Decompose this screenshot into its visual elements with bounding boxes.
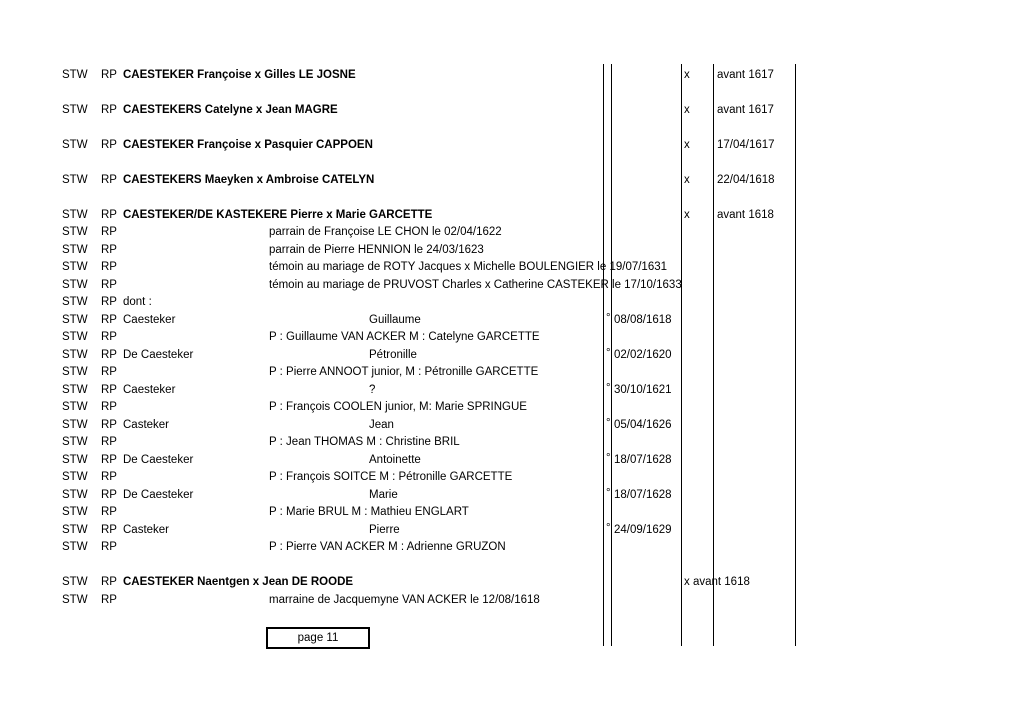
marriage-date: avant 1618 <box>717 209 774 221</box>
event-detail: P : Pierre ANNOOT junior, M : Pétronille GARCETTE <box>269 366 539 378</box>
parish-code: RP <box>101 471 117 483</box>
marriage-mark: x <box>684 209 690 221</box>
marriage-date: avant 1617 <box>717 104 774 116</box>
birth-date: 18/07/1628 <box>614 489 672 501</box>
archive-code: STW <box>62 244 88 256</box>
marriage-mark: x <box>684 69 690 81</box>
marriage-date: 22/04/1618 <box>717 174 775 186</box>
parish-code: RP <box>101 524 117 536</box>
child-name: Antoinette <box>369 454 421 466</box>
surname-cell: De Caesteker <box>123 349 194 361</box>
archive-code: STW <box>62 296 88 308</box>
parish-code: RP <box>101 576 117 588</box>
archive-code: STW <box>62 419 88 431</box>
page-number-box <box>266 627 370 649</box>
surname-cell: Caesteker <box>123 314 176 326</box>
marriage-mark: x <box>684 174 690 186</box>
marriage-mark: x <box>684 104 690 116</box>
child-name: Guillaume <box>369 314 421 326</box>
surname-cell: Casteker <box>123 524 170 536</box>
child-name: Jean <box>369 419 394 431</box>
parish-code: RP <box>101 226 117 238</box>
birth-date: 18/07/1628 <box>614 454 672 466</box>
birth-date: 02/02/1620 <box>614 349 672 361</box>
birth-date: 08/08/1618 <box>614 314 672 326</box>
couple-heading: CAESTEKERS Maeyken x Ambroise CATELYN <box>123 174 375 186</box>
event-detail: P : François SOITCE M : Pétronille GARCETTE <box>269 471 513 483</box>
couple-heading: CAESTEKER/DE KASTEKERE Pierre x Marie GARCETTE <box>123 209 433 221</box>
archive-code: STW <box>62 331 88 343</box>
page-number: page 11 <box>297 632 339 644</box>
parish-code: RP <box>101 139 117 151</box>
parish-code: RP <box>101 104 117 116</box>
parish-code: RP <box>101 69 117 81</box>
surname-cell: De Caesteker <box>123 454 194 466</box>
event-detail: témoin au mariage de ROTY Jacques x Michelle BOULENGIER le 19/07/1631 <box>269 261 668 273</box>
event-detail: P : François COOLEN junior, M: Marie SPRINGUE <box>269 401 527 413</box>
birth-symbol: ° <box>606 522 611 534</box>
archive-code: STW <box>62 436 88 448</box>
couple-heading: CAESTEKER Françoise x Gilles LE JOSNE <box>123 69 356 81</box>
birth-date: 30/10/1621 <box>614 384 672 396</box>
parish-code: RP <box>101 541 117 553</box>
birth-symbol: ° <box>606 382 611 394</box>
archive-code: STW <box>62 594 88 606</box>
parish-code: RP <box>101 296 117 308</box>
archive-code: STW <box>62 384 88 396</box>
archive-code: STW <box>62 366 88 378</box>
parish-code: RP <box>101 384 117 396</box>
event-detail: parrain de Pierre HENNION le 24/03/1623 <box>269 244 484 256</box>
marriage-mark: x <box>684 139 690 151</box>
parish-code: RP <box>101 489 117 501</box>
couple-heading: CAESTEKER Naentgen x Jean DE ROODE <box>123 576 354 588</box>
birth-symbol: ° <box>606 347 611 359</box>
archive-code: STW <box>62 454 88 466</box>
birth-symbol: ° <box>606 452 611 464</box>
parish-code: RP <box>101 279 117 291</box>
archive-code: STW <box>62 69 88 81</box>
parish-code: RP <box>101 244 117 256</box>
column-rule <box>795 64 796 646</box>
archive-code: STW <box>62 506 88 518</box>
event-detail: témoin au mariage de PRUVOST Charles x Catherine CASTEKER le 17/10/1633 <box>269 279 682 291</box>
archive-code: STW <box>62 576 88 588</box>
child-name: Pétronille <box>369 349 417 361</box>
archive-code: STW <box>62 226 88 238</box>
event-detail: P : Marie BRUL M : Mathieu ENGLART <box>269 506 469 518</box>
column-rule <box>713 64 714 646</box>
couple-heading: CAESTEKERS Catelyne x Jean MAGRE <box>123 104 338 116</box>
parish-code: RP <box>101 506 117 518</box>
parish-code: RP <box>101 366 117 378</box>
marriage-date: 17/04/1617 <box>717 139 775 151</box>
event-detail: parrain de Françoise LE CHON le 02/04/1622 <box>269 226 502 238</box>
surname-cell: dont : <box>123 296 152 308</box>
surname-cell: De Caesteker <box>123 489 194 501</box>
surname-cell: Caesteker <box>123 384 176 396</box>
event-detail: marraine de Jacquemyne VAN ACKER le 12/08/1618 <box>269 594 540 606</box>
child-name: Marie <box>369 489 398 501</box>
archive-code: STW <box>62 489 88 501</box>
archive-code: STW <box>62 314 88 326</box>
archive-code: STW <box>62 471 88 483</box>
parish-code: RP <box>101 594 117 606</box>
birth-date: 05/04/1626 <box>614 419 672 431</box>
child-name: ? <box>369 384 376 396</box>
parish-code: RP <box>101 401 117 413</box>
archive-code: STW <box>62 209 88 221</box>
archive-code: STW <box>62 524 88 536</box>
parish-code: RP <box>101 331 117 343</box>
archive-code: STW <box>62 279 88 291</box>
event-detail: P : Pierre VAN ACKER M : Adrienne GRUZON <box>269 541 506 553</box>
archive-code: STW <box>62 401 88 413</box>
archive-code: STW <box>62 541 88 553</box>
parish-code: RP <box>101 436 117 448</box>
archive-code: STW <box>62 139 88 151</box>
child-name: Pierre <box>369 524 400 536</box>
parish-code: RP <box>101 454 117 466</box>
column-rule <box>611 64 612 646</box>
event-detail: P : Jean THOMAS M : Christine BRIL <box>269 436 460 448</box>
couple-heading: CAESTEKER Françoise x Pasquier CAPPOEN <box>123 139 373 151</box>
column-rule <box>603 64 604 646</box>
parish-code: RP <box>101 349 117 361</box>
birth-date: 24/09/1629 <box>614 524 672 536</box>
parish-code: RP <box>101 419 117 431</box>
archive-code: STW <box>62 349 88 361</box>
archive-code: STW <box>62 174 88 186</box>
column-rule <box>681 64 682 646</box>
archive-code: STW <box>62 104 88 116</box>
marriage-mark: x avant 1618 <box>684 576 750 588</box>
parish-code: RP <box>101 209 117 221</box>
archive-code: STW <box>62 261 88 273</box>
birth-symbol: ° <box>606 312 611 324</box>
parish-code: RP <box>101 174 117 186</box>
surname-cell: Casteker <box>123 419 170 431</box>
event-detail: P : Guillaume VAN ACKER M : Catelyne GARCETTE <box>269 331 540 343</box>
marriage-date: avant 1617 <box>717 69 774 81</box>
parish-code: RP <box>101 314 117 326</box>
birth-symbol: ° <box>606 417 611 429</box>
parish-code: RP <box>101 261 117 273</box>
birth-symbol: ° <box>606 487 611 499</box>
